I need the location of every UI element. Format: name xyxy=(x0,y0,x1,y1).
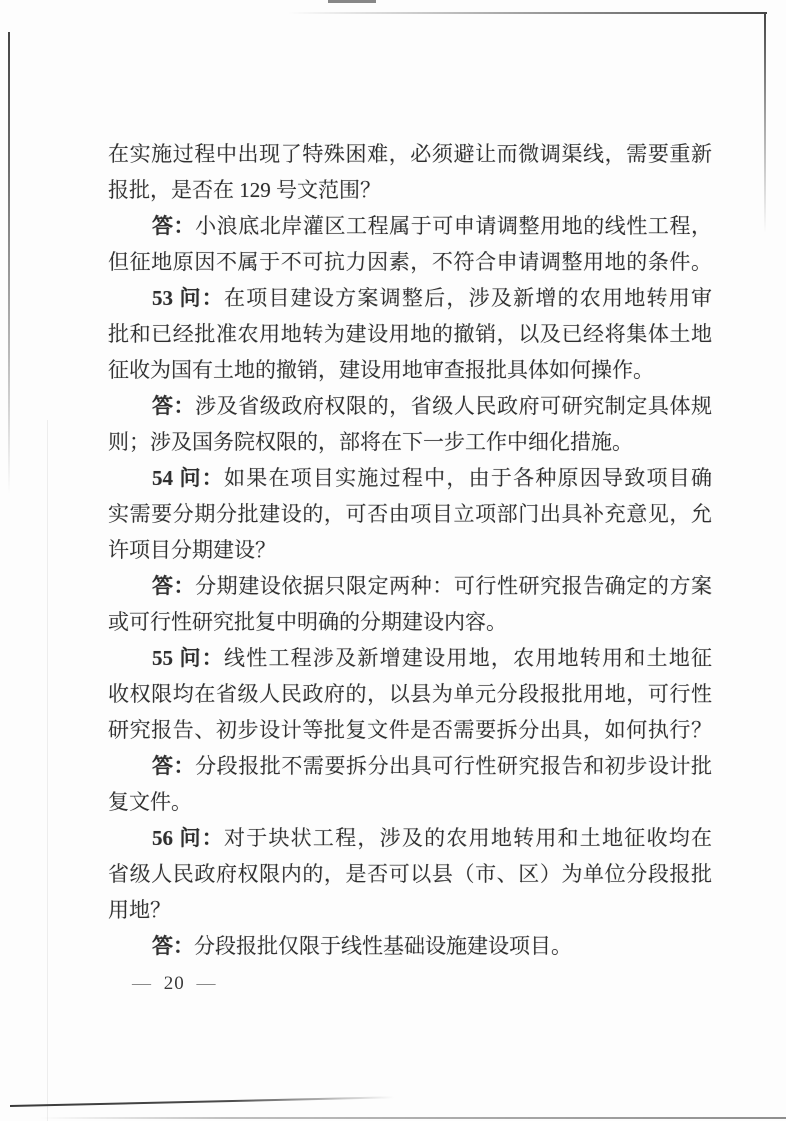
text-line xyxy=(108,640,712,676)
scan-artifact-right-border xyxy=(764,13,766,233)
scan-artifact-left-border xyxy=(8,32,10,494)
text-line xyxy=(108,928,712,964)
scan-artifact-left-streak xyxy=(47,420,48,1121)
line-bold-prefix: 53 问： xyxy=(152,286,224,310)
text-line xyxy=(108,568,712,604)
text-line xyxy=(108,748,712,784)
line-text: 涉及省级政府权限的，省级人民政府可研究制定具体规 xyxy=(195,394,712,418)
line-bold-prefix: 答： xyxy=(152,754,196,778)
line-bold-prefix: 答： xyxy=(152,574,196,598)
line-text: 实需要分期分批建设的，可否由项目立项部门出具补充意见，允 xyxy=(108,502,712,526)
line-text: 分段报批仅限于线性基础设施建设项目。 xyxy=(194,934,572,958)
text-line xyxy=(108,208,712,244)
line-text: 但征地原因不属于不可抗力因素，不符合申请调整用地的条件。 xyxy=(108,250,712,274)
text-line xyxy=(108,532,712,568)
text-line xyxy=(108,856,712,892)
text-line xyxy=(108,604,712,640)
scan-artifact-bottom-edge xyxy=(40,1117,786,1119)
text-line xyxy=(108,388,712,424)
text-line xyxy=(108,172,712,208)
scan-artifact-top-edge-mark xyxy=(328,0,376,3)
line-text: 则；涉及国务院权限的，部将在下一步工作中细化措施。 xyxy=(108,430,633,454)
text-line xyxy=(108,280,712,316)
line-bold-prefix: 54 问： xyxy=(152,466,224,490)
line-text: 分段报批不需要拆分出具可行性研究报告和初步设计批 xyxy=(195,754,712,778)
text-line xyxy=(108,136,712,172)
line-text: 省级人民政府权限内的，是否可以县（市、区）为单位分段报批 xyxy=(108,862,712,886)
line-text: 在项目建设方案调整后，涉及新增的农用地转用审 xyxy=(223,286,712,310)
text-line xyxy=(108,820,712,856)
text-line xyxy=(108,460,712,496)
line-text: 许项目分期建设？ xyxy=(108,538,276,562)
line-text: 对于块状工程，涉及的农用地转用和土地征收均在 xyxy=(223,826,712,850)
line-text: 在实施过程中出现了特殊困难，必须避让而微调渠线，需要重新 xyxy=(108,142,712,166)
text-line xyxy=(108,244,712,280)
text-line xyxy=(108,892,712,928)
line-bold-prefix: 55 问： xyxy=(152,646,224,670)
scan-artifact-top-border xyxy=(288,12,767,14)
footer-dash-left: — xyxy=(132,973,152,994)
page-number: 20 xyxy=(163,973,185,994)
line-text: 研究报告、初步设计等批复文件是否需要拆分出具，如何执行？ xyxy=(108,718,712,742)
line-text: 批和已经批准农用地转为建设用地的撤销，以及已经将集体土地 xyxy=(108,322,712,346)
line-bold-prefix: 答： xyxy=(152,934,194,958)
scan-artifact-bottom-line xyxy=(10,1096,410,1107)
document-body xyxy=(108,136,712,964)
line-bold-prefix: 答： xyxy=(152,394,196,418)
line-text: 用地？ xyxy=(108,898,171,922)
line-text: 复文件。 xyxy=(108,790,192,814)
page-footer xyxy=(108,966,217,1002)
line-text: 报批，是否在 129 号文范围？ xyxy=(108,178,381,202)
text-line xyxy=(108,352,712,388)
line-text: 征收为国有土地的撤销，建设用地审查报批具体如何操作。 xyxy=(108,358,654,382)
line-text: 如果在项目实施过程中，由于各种原因导致项目确 xyxy=(223,466,712,490)
line-text: 分期建设依据只限定两种：可行性研究报告确定的方案 xyxy=(195,574,712,598)
text-line xyxy=(108,676,712,712)
text-line xyxy=(108,496,712,532)
line-text: 线性工程涉及新增建设用地，农用地转用和土地征 xyxy=(223,646,712,670)
line-text: 小浪底北岸灌区工程属于可申请调整用地的线性工程， xyxy=(195,214,712,238)
text-line xyxy=(108,784,712,820)
line-bold-prefix: 56 问： xyxy=(152,826,224,850)
footer-dash-right: — xyxy=(196,973,217,994)
text-line xyxy=(108,424,712,460)
text-line xyxy=(108,712,712,748)
line-bold-prefix: 答： xyxy=(152,214,196,238)
line-text: 收权限均在省级人民政府的，以县为单元分段报批用地，可行性 xyxy=(108,682,712,706)
line-text: 或可行性研究批复中明确的分期建设内容。 xyxy=(108,610,507,634)
text-line xyxy=(108,316,712,352)
